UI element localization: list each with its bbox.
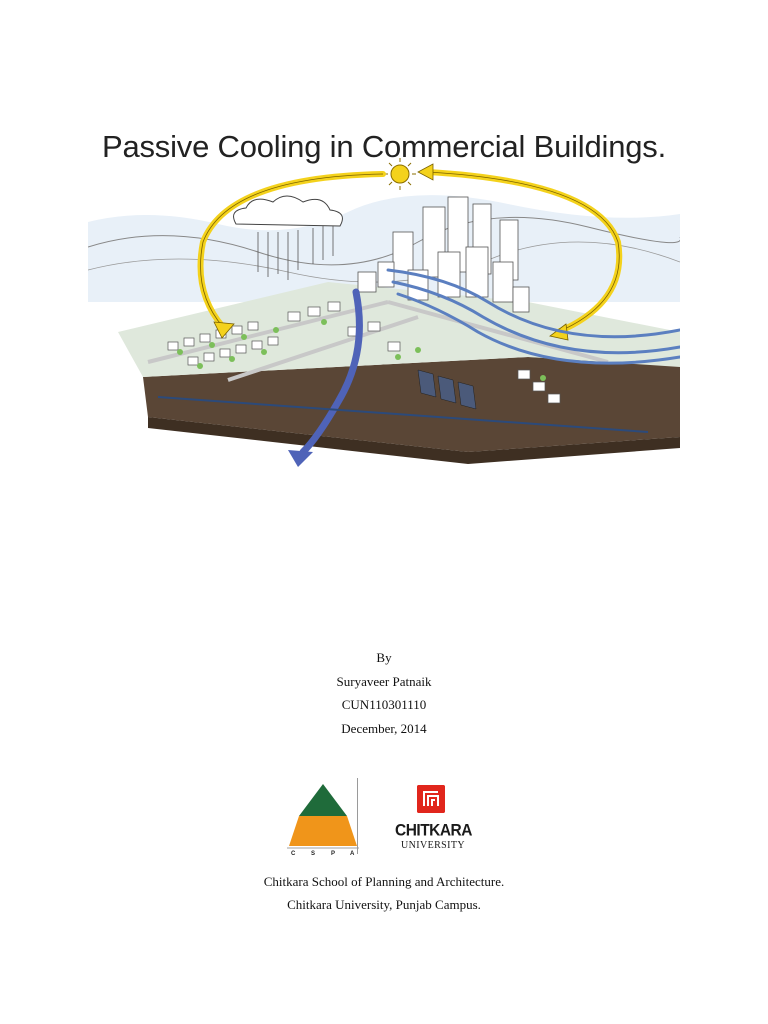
svg-text:A: A: [350, 851, 355, 856]
submission-date: December, 2014: [341, 720, 427, 736]
svg-text:S: S: [311, 851, 316, 856]
logos-row: [0, 778, 768, 858]
cspa-logo: [287, 780, 359, 856]
document-title: Passive Cooling in Commercial Buildings.: [101, 128, 667, 164]
author-name: Suryaveer Patnaik: [336, 673, 432, 689]
university-campus: Chitkara University, Punjab Campus.: [287, 897, 481, 912]
svg-text:P: P: [331, 851, 336, 856]
byline-block: [0, 646, 768, 740]
passive-cooling-city-illustration: [88, 152, 680, 480]
by-label: By: [376, 650, 392, 665]
institution-block: [0, 870, 768, 916]
school-name: Chitkara School of Planning and Architecture.: [263, 874, 505, 889]
chitkara-wordmark: CHITKARA: [395, 821, 472, 840]
svg-text:C: C: [291, 851, 296, 856]
logo-divider: [357, 778, 358, 854]
chitkara-logo: [395, 785, 475, 851]
university-wordmark: UNIVERSITY: [401, 840, 465, 851]
chitkara-emblem-icon: [417, 785, 445, 813]
student-id: CUN110301110: [341, 697, 427, 712]
